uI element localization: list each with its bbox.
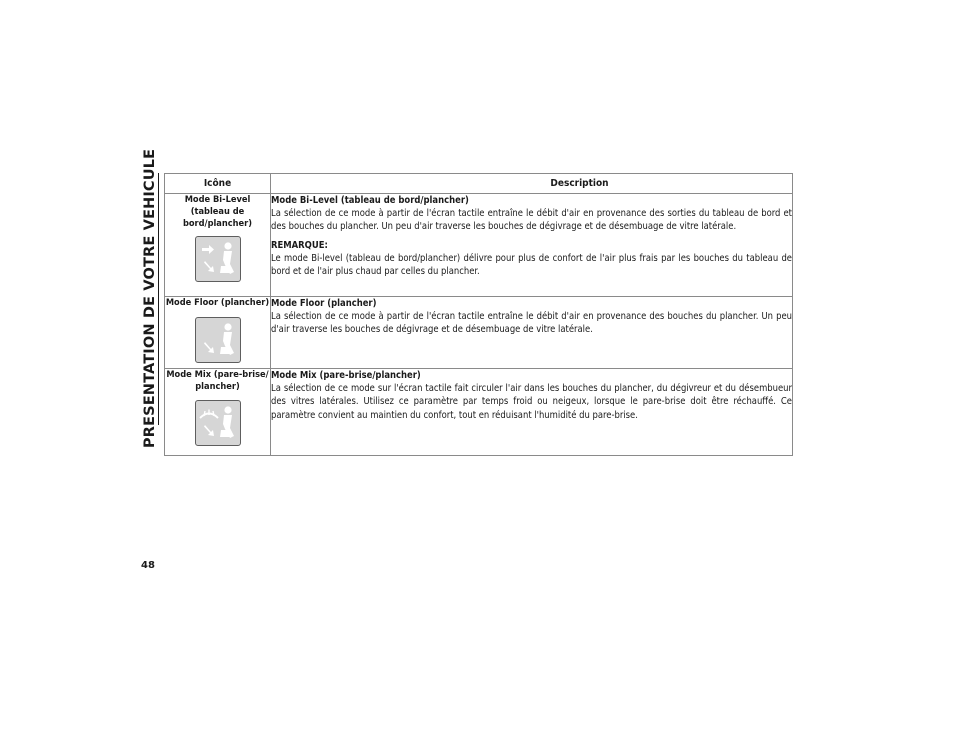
- note-label: REMARQUE:: [271, 239, 328, 251]
- icon-label: Mode Mix (pare-brise/ plancher): [166, 369, 269, 392]
- icon-cell: [165, 369, 271, 456]
- bi-level-mode-icon: [195, 236, 241, 282]
- floor-mode-icon: [195, 317, 241, 363]
- description-cell: [271, 369, 793, 456]
- note-block: [271, 239, 792, 279]
- header-icon: Icône: [165, 174, 271, 194]
- icon-cell: [165, 194, 271, 297]
- description-cell: [271, 194, 793, 297]
- mode-description: La sélection de ce mode à partir de l'écran tactile entraîne le débit d'air en provenance des sorties du tableau de bord et des bouches du plancher. Un peu d'air traverse les bouches de dégivrage et de désembuage de vitre latérale.: [271, 208, 792, 233]
- table-row-mix: [165, 369, 793, 456]
- page-number: 48: [141, 560, 155, 571]
- mode-title: Mode Bi-Level (tableau de bord/plancher): [271, 195, 469, 206]
- sidebar-divider: [158, 173, 159, 425]
- note-text: Le mode Bi-level (tableau de bord/plancher) délivre pour plus de confort de l'air plus frais par les bouches du tableau de bord et de l'air plus chaud par celles du plancher.: [271, 252, 792, 278]
- icon-label: Mode Bi-Level (tableau de bord/plancher): [182, 194, 253, 229]
- mix-mode-icon: [195, 400, 241, 446]
- icon-label: Mode Floor (plancher): [165, 297, 270, 308]
- mode-title: Mode Floor (plancher): [271, 298, 377, 309]
- sidebar-section-title-text: PRESENTATION DE VOTRE VEHICULE: [141, 148, 159, 448]
- table-header-row: [165, 174, 793, 194]
- climate-mode-table: [164, 173, 793, 456]
- table-row-floor: [165, 297, 793, 369]
- description-cell: [271, 297, 793, 369]
- icon-cell: [165, 297, 271, 369]
- header-description: Description: [271, 174, 793, 194]
- table-row-bi-level: [165, 194, 793, 297]
- mode-title: Mode Mix (pare-brise/plancher): [271, 370, 421, 381]
- mode-description: La sélection de ce mode à partir de l'écran tactile entraîne le débit d'air en provenance des bouches du plancher. Un peu d'air traverse les bouches de dégivrage et de désembuage de vitre latérale.: [271, 311, 792, 336]
- mode-description: La sélection de ce mode sur l'écran tactile fait circuler l'air dans les bouches du plancher, du dégivreur et du désembueur des vitres latérales. Utilisez ce paramètre par temps froid ou neigeux, lorsque le pare-brise doit être réchauffé. Ce paramètre convient au maintien du confort, tout en réduisant l'humidité du pare-brise.: [271, 383, 792, 421]
